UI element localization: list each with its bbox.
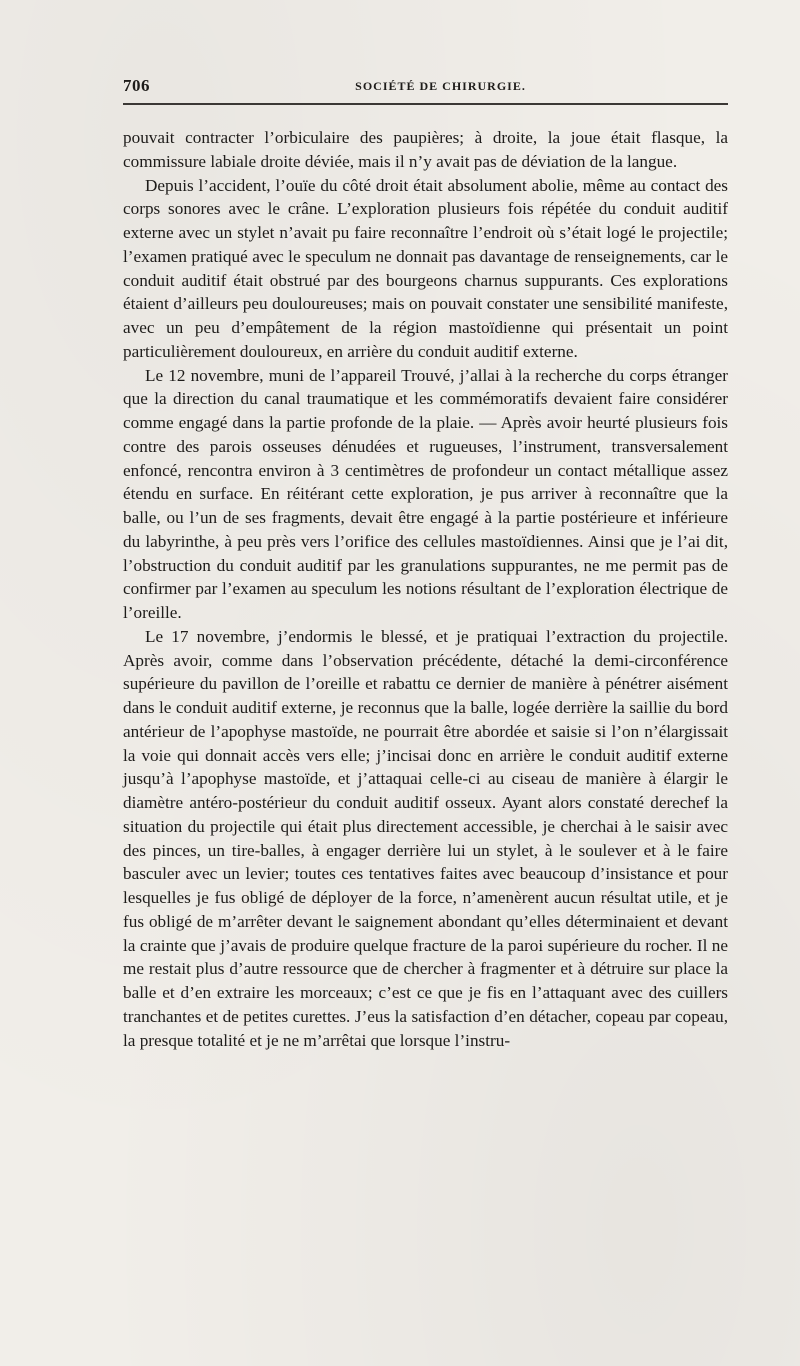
running-title: SOCIÉTÉ DE CHIRURGIE.: [355, 79, 526, 93]
paragraph: Le 17 novembre, j’endormis le blessé, et je pratiquai l’extraction du projectile. Après avoir, comme dans l’observation précédente, détaché la demi-circonférence supérieure du pavillon de l’oreille et rabattu ce dernier de manière à pénétrer aisément dans le conduit auditif externe, je reconnus que la balle, logée derrière la saillie du bord antérieur de l’apophyse mastoïde, ne pourrait être abordée et saisie si l’on n’élargissait la voie qui donnait accès vers elle; j’incisai donc en arrière le conduit auditif externe jusqu’à l’apophyse mastoïde, et j’attaquai celle-ci au ciseau de manière à élargir le diamètre antéro-postérieur du conduit auditif osseux. Ayant alors constaté derechef la situation du projectile qui était plus directement accessible, je cherchai à le saisir avec des pinces, un tire-balles, à engager derrière lui un stylet, à le soulever et à le faire basculer avec un levier; toutes ces tentatives faites avec beaucoup d’insistance et pour lesquelles je fus obligé de déployer de la force, n’amenèrent aucun résultat utile, et je fus obligé de m’arrêter devant le saignement abondant qu’elles déterminaient et devant la crainte que j’avais de produire quelque fracture de la paroi supérieure du rocher. Il ne me restait plus d’autre ressource que de chercher à fragmenter et à détruire sur place la balle et d’en extraire les morceaux; c’est ce que je fis en l’attaquant avec des cuillers tranchantes et de petites curettes. J’eus la satisfaction d’en détacher, copeau par copeau, la presque totalité et je ne m’arrêtai que lorsque l’instru-: [123, 626, 728, 1050]
body-text: [123, 126, 728, 1052]
page-number: 706: [123, 76, 150, 95]
header-rule: [123, 103, 728, 105]
running-head: [123, 74, 728, 100]
paragraph: Le 12 novembre, muni de l’appareil Trouvé, j’allai à la recherche du corps étranger que la direction du canal traumatique et les commémoratifs devaient faire considérer comme engagé dans la partie profonde de la plaie. — Après avoir heurté plusieurs fois contre des parois osseuses dénudées et rugueuses, l’instrument, transversalement enfoncé, rencontra environ à 3 centimètres de profondeur un contact métallique assez étendu en surface. En réitérant cette exploration, je pus arriver à reconnaître que la balle, ou l’un de ses fragments, devait être engagé à la partie postérieure et inférieure du labyrinthe, à peu près vers l’orifice des cellules mastoïdiennes. Ainsi que je l’ai dit, l’obstruction du conduit auditif par les granulations suppurantes, ne me permit pas de confirmer par l’examen au speculum les notions résultant de l’exploration électrique de l’oreille.: [123, 365, 728, 622]
paragraph: Depuis l’accident, l’ouïe du côté droit était absolument abolie, même au contact des corps sonores avec le crâne. L’exploration plusieurs fois répétée du conduit auditif externe avec un stylet n’avait pu faire reconnaître l’endroit où s’était logé le projectile; l’examen pratiqué avec le speculum ne donnait pas davantage de renseignements, car le conduit auditif était obstrué par des bourgeons charnus suppurants. Ces explorations étaient d’ailleurs peu douloureuses; mais on pouvait constater une sensibilité manifeste, avec un peu d’empâtement de la région mastoïdienne qui présentait un point particulièrement douloureux, en arrière du conduit auditif externe.: [123, 175, 728, 361]
paragraph-continuation: pouvait contracter l’orbiculaire des paupières; à droite, la joue était flasque, la commissure labiale droite déviée, mais il n’y avait pas de déviation de la langue.: [123, 128, 728, 171]
